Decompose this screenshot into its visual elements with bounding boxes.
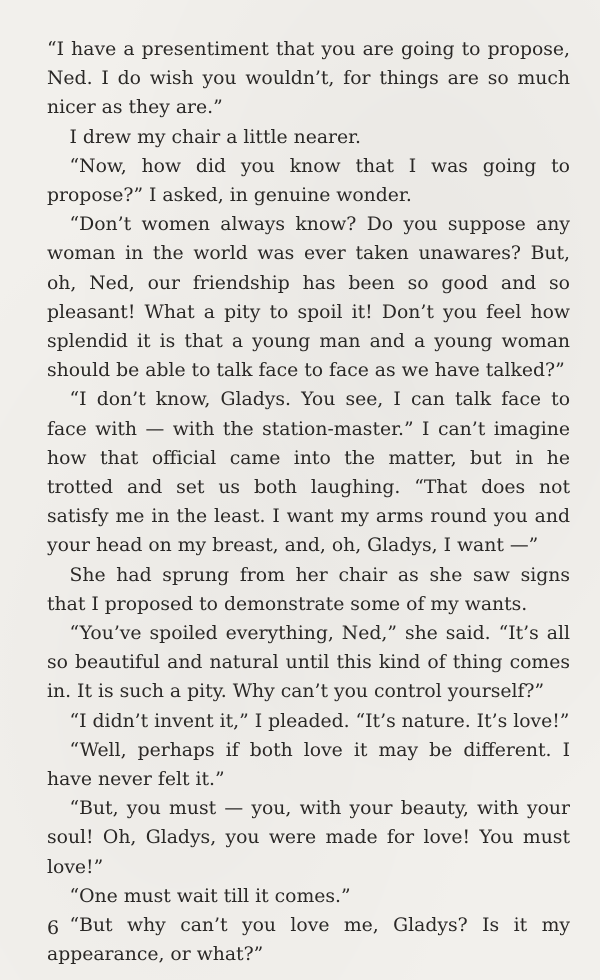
paragraph: “One must wait till it comes.” (69, 885, 351, 907)
paragraph: “But, you must — you, with your beauty, with your soul! Oh, Gladys, you were made for love! You must love!” (47, 798, 570, 878)
paragraph: “Don’t women always know? Do you suppose any woman in the world was ever taken unawares? But, oh, Ned, our friendship has been so good and so pleasant! What a pity to spoil it! Don’t you feel how splendid it is that a young man and a young woman should be able to talk face to face as we have talked?” (47, 214, 570, 382)
paragraph: “I have a presentiment that you are going to propose, Ned. I do wish you wouldn’t, for things are so much nicer as they are.” (47, 39, 570, 119)
body-text (47, 35, 570, 970)
paragraph: I drew my chair a little nearer. (69, 126, 362, 148)
paragraph: “I don’t know, Gladys. You see, I can talk face to face with — with the station-master.” I can’t imagine how that official came into the matter, but in he trotted and set us both laughing. “That does not satisfy me in the least. I want my arms round you and your head on my breast, and, oh, Gladys, I want —” (47, 389, 570, 557)
paragraph: “But why can’t you love me, Gladys? Is it my appearance, or what?” (47, 915, 570, 966)
paragraph: “You’ve spoiled everything, Ned,” she said. “It’s all so beautiful and natural until this kind of thing comes in. It is such a pity. Why can’t you control yourself?” (47, 623, 570, 703)
paragraph: “I didn’t invent it,” I pleaded. “It’s nature. It’s love!” (69, 710, 570, 732)
paragraph: She had sprung from her chair as she saw signs that I proposed to demonstrate some of my wants. (47, 564, 570, 615)
paragraph: “Well, perhaps if both love it may be different. I have never felt it.” (47, 739, 570, 791)
page-number: 6 (47, 917, 60, 939)
paragraph: “Now, how did you know that I was going to propose?” I asked, in genuine wonder. (47, 155, 570, 207)
